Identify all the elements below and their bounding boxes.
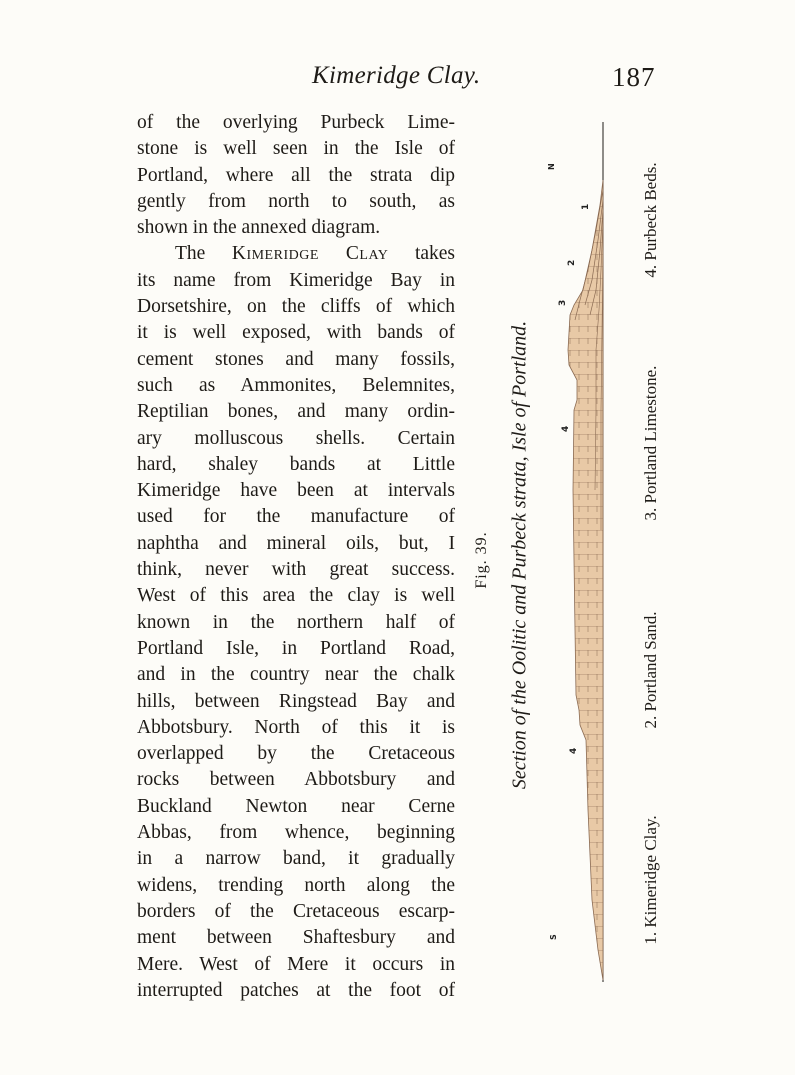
bed-number: 1 [581, 203, 591, 210]
legend-item-portland-limestone: 3. Portland Limestone. [641, 365, 660, 521]
text-line: Kimeridge have been at intervals [137, 480, 455, 502]
text-line: Portland Isle, in Portland Road, [137, 637, 455, 659]
running-title: Kimeridge Clay. [312, 62, 481, 89]
text-line: such as Ammonites, Belemnites, [137, 374, 455, 396]
text-line: ment between Shaftesbury and [137, 927, 455, 949]
body-text [137, 110, 455, 1004]
text-line: hills, between Ringstead Bay and [137, 690, 455, 712]
bed-number: 3 [558, 299, 568, 306]
figure-caption: Section of the Oolitic and Purbeck strata, Isle of Portland. [508, 320, 531, 790]
text-line: interrupted patches at the foot of [137, 979, 455, 1001]
legend-item-portland-sand: 2. Portland Sand. [641, 611, 660, 729]
text-line: think, never with great success. [137, 559, 455, 581]
text-line: naphtha and mineral oils, but, I [137, 532, 455, 554]
text-line: Mere. West of Mere it occurs in [137, 953, 455, 975]
north-marker: N [547, 163, 556, 170]
text-line: West of this area the clay is well [137, 585, 455, 607]
bed-number: 4 [561, 425, 571, 432]
strata-body [568, 180, 603, 980]
legend-item-purbeck-beds: 4. Purbeck Beds. [641, 162, 660, 278]
text-line: and in the country near the chalk [137, 664, 455, 686]
text-line: Abbotsbury. North of this it is [137, 716, 455, 738]
text-line: of the overlying Purbeck Lime- [137, 112, 455, 133]
figure-label: Fig. 39. [473, 531, 490, 589]
text-line: stone is well seen in the Isle of [137, 138, 455, 160]
page-number: 187 [612, 62, 656, 92]
text-line: shown in the annexed diagram. [137, 217, 381, 239]
legend-item-kimeridge-clay: 1. Kimeridge Clay. [641, 815, 660, 945]
paragraph-opening-line [137, 241, 455, 267]
text-line: in a narrow band, it gradually [137, 848, 455, 870]
text-line: gently from north to south, as [137, 190, 455, 212]
text-line: rocks between Abbotsbury and [137, 769, 455, 791]
text-line: known in the northern half of [137, 611, 455, 633]
text-line: it is well exposed, with bands of [137, 322, 455, 344]
geological-section-diagram [530, 110, 640, 1000]
text-line: cement stones and many fossils, [137, 348, 455, 370]
text-line: hard, shaley bands at Little [137, 453, 455, 475]
text-line: borders of the Cretaceous escarp- [137, 900, 455, 922]
term-smallcaps: Kimeridge Clay [231, 243, 389, 265]
text-line: Reptilian bones, and many ordin- [137, 401, 455, 423]
text-line: Buckland Newton near Cerne [137, 795, 455, 817]
text-line: overlapped by the Cretaceous [137, 743, 455, 765]
south-marker: S [549, 934, 558, 940]
text-line: Portland, where all the strata dip [137, 164, 455, 186]
text-line: ary molluscous shells. Certain [137, 427, 455, 449]
text-line: Abbas, from whence, beginning [137, 822, 455, 844]
text-line: Dorsetshire, on the cliffs of which [137, 296, 455, 318]
para-prefix: The [175, 243, 206, 265]
para-suffix: takes [414, 243, 456, 265]
text-line: its name from Kimeridge Bay in [137, 269, 455, 291]
text-line: used for the manufacture of [137, 506, 455, 528]
bed-number: 4 [569, 747, 579, 754]
text-line: widens, trending north along the [137, 874, 455, 896]
bed-number: 2 [567, 259, 577, 266]
